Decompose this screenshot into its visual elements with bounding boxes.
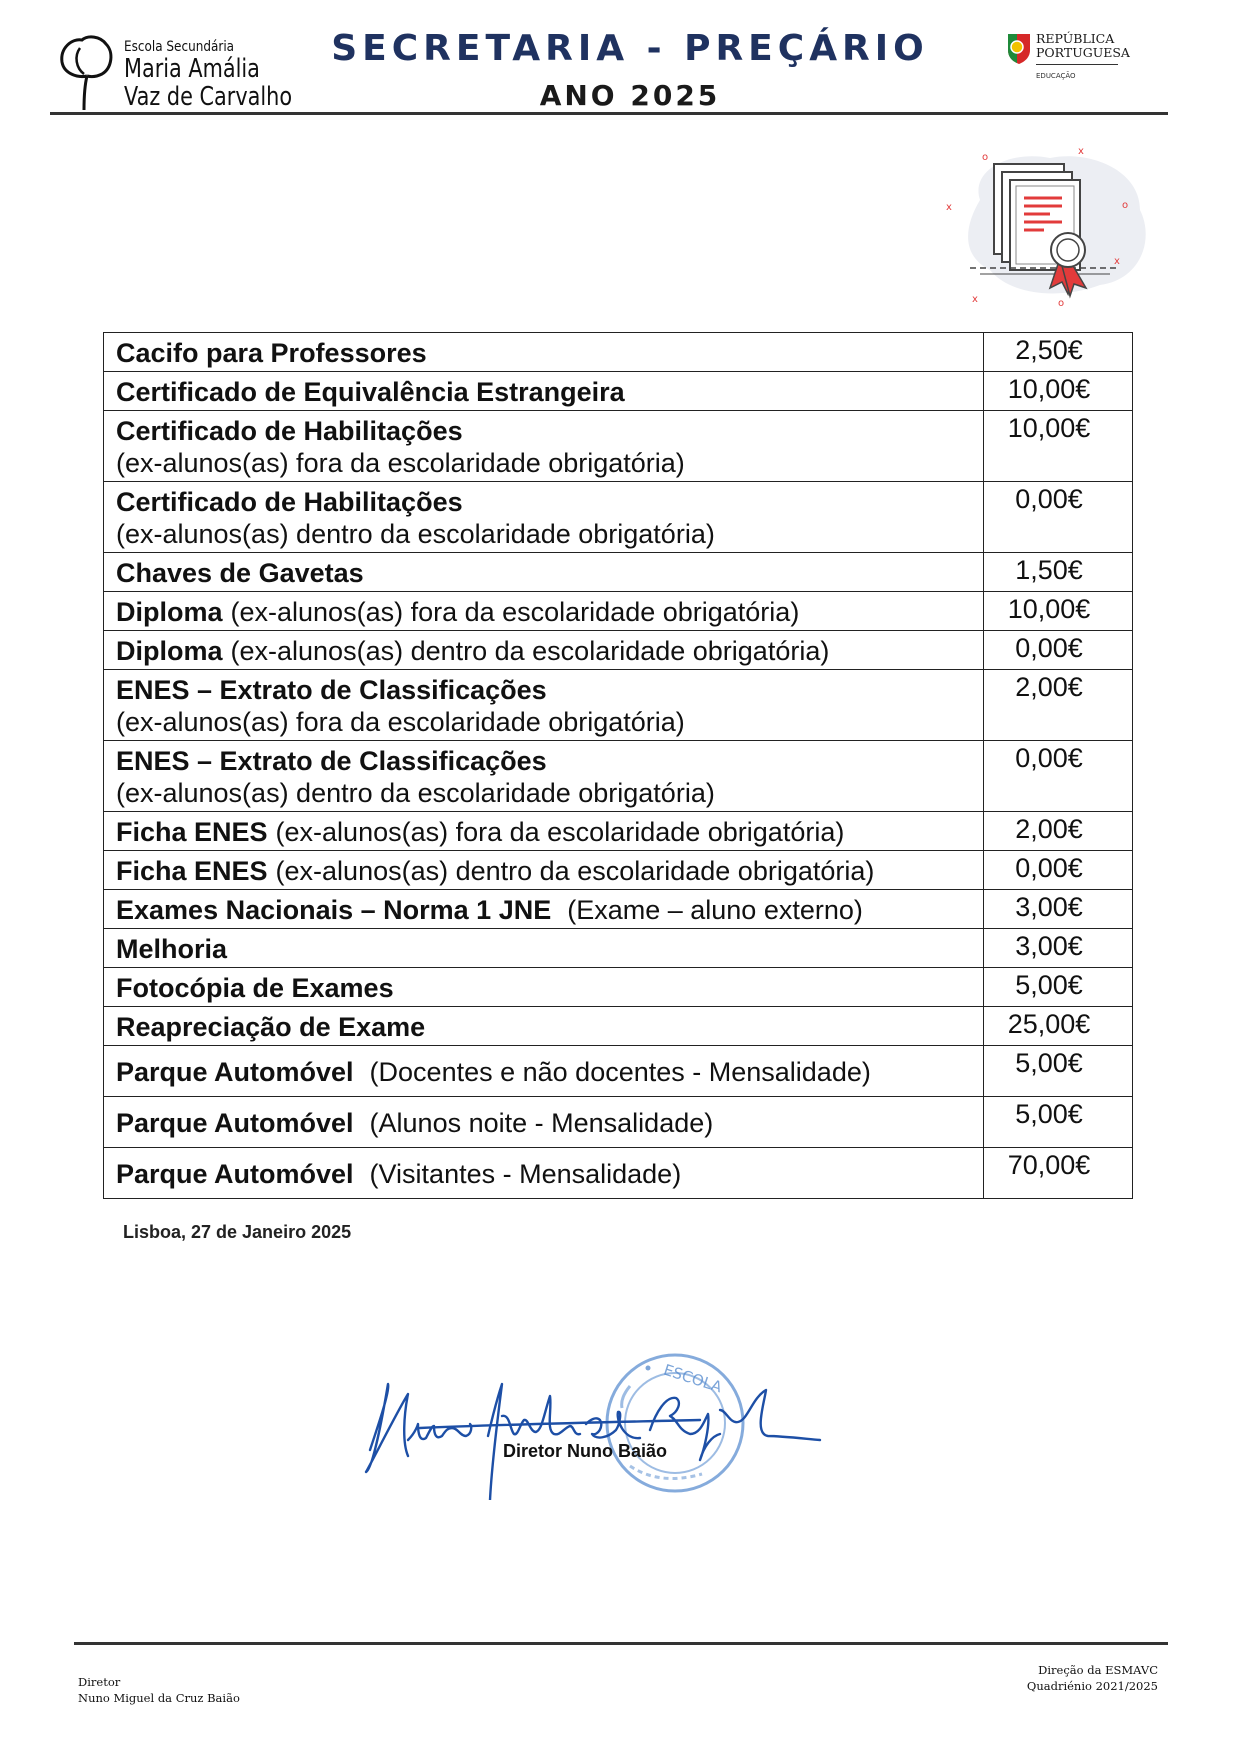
item-name: Certificado de Equivalência Estrangeira xyxy=(116,377,625,407)
item-description xyxy=(104,812,984,851)
item-price: 10,00€ xyxy=(984,592,1133,631)
item-price: 2,00€ xyxy=(984,812,1133,851)
svg-text:o: o xyxy=(1122,200,1129,211)
table-row xyxy=(104,670,1133,741)
item-detail: (ex-alunos(as) fora da escolaridade obrigatória) xyxy=(116,448,685,478)
table-row xyxy=(104,372,1133,411)
item-description xyxy=(104,372,984,411)
item-price: 1,50€ xyxy=(984,553,1133,592)
page-subtitle: ANO 2025 xyxy=(539,79,721,112)
item-price: 2,00€ xyxy=(984,670,1133,741)
item-name: Chaves de Gavetas xyxy=(116,558,364,588)
item-description xyxy=(104,929,984,968)
table-row xyxy=(104,411,1133,482)
item-price: 5,00€ xyxy=(984,1097,1133,1148)
svg-text:x: x xyxy=(972,294,978,305)
item-name: Melhoria xyxy=(116,934,228,964)
page-title: SECRETARIA - PREÇÁRIO xyxy=(331,28,929,69)
item-name: Parque Automóvel xyxy=(116,1057,354,1087)
table-row xyxy=(104,1046,1133,1097)
item-description xyxy=(104,890,984,929)
stamp-text: ESCOLA xyxy=(661,1360,725,1397)
header-divider xyxy=(50,112,1168,115)
item-name: Parque Automóvel xyxy=(116,1159,354,1189)
certificate-illustration-icon xyxy=(940,140,1160,310)
item-name: Exames Nacionais – Norma 1 JNE xyxy=(116,895,552,925)
item-detail: (ex-alunos(as) fora da escolaridade obrigatória) xyxy=(116,707,685,737)
item-name: Fotocópia de Exames xyxy=(116,973,394,1003)
table-row xyxy=(104,968,1133,1007)
item-name: Ficha ENES xyxy=(116,856,268,886)
item-name: Diploma xyxy=(116,636,223,666)
svg-text:o: o xyxy=(982,152,989,163)
item-detail: (Visitantes - Mensalidade) xyxy=(369,1159,682,1189)
table-row xyxy=(104,1148,1133,1199)
table-row xyxy=(104,631,1133,670)
table-row xyxy=(104,929,1133,968)
table-row xyxy=(104,1097,1133,1148)
item-name: Diploma xyxy=(116,597,223,627)
item-detail: (ex-alunos(as) dentro da escolaridade obrigatória) xyxy=(116,778,715,808)
table-row xyxy=(104,812,1133,851)
table-row xyxy=(104,1007,1133,1046)
item-description xyxy=(104,851,984,890)
item-description xyxy=(104,553,984,592)
date-line: Lisboa, 27 de Janeiro 2025 xyxy=(123,1222,352,1242)
document-title xyxy=(320,28,940,112)
footer-right xyxy=(1027,1662,1158,1694)
item-detail: (ex-alunos(as) dentro da escolaridade obrigatória) xyxy=(275,856,875,886)
school-name xyxy=(124,40,334,110)
item-description xyxy=(104,1007,984,1046)
item-description xyxy=(104,1148,984,1199)
svg-text:x: x xyxy=(1114,256,1120,267)
republic-line2: PORTUGUESA xyxy=(1036,45,1130,60)
item-description xyxy=(104,592,984,631)
item-detail: (ex-alunos(as) dentro da escolaridade obrigatória) xyxy=(116,519,715,549)
item-price: 2,50€ xyxy=(984,333,1133,372)
item-description xyxy=(104,482,984,553)
item-description xyxy=(104,411,984,482)
table-row xyxy=(104,890,1133,929)
price-table xyxy=(103,332,1133,1199)
item-description xyxy=(104,1097,984,1148)
item-description xyxy=(104,968,984,1007)
table-row xyxy=(104,333,1133,372)
item-name: Parque Automóvel xyxy=(116,1108,354,1138)
republic-sub: EDUCAÇÃO xyxy=(1036,72,1076,80)
item-price: 70,00€ xyxy=(984,1148,1133,1199)
table-row xyxy=(104,592,1133,631)
item-detail: (ex-alunos(as) dentro da escolaridade obrigatória) xyxy=(230,636,830,666)
signer-name: Diretor Nuno Baião xyxy=(503,1441,668,1461)
footer-divider xyxy=(74,1642,1168,1645)
item-name: Cacifo para Professores xyxy=(116,338,427,368)
table-row xyxy=(104,482,1133,553)
republic-line1: REPÚBLICA xyxy=(1036,31,1115,46)
item-name: Certificado de Habilitações xyxy=(116,487,463,517)
item-price: 3,00€ xyxy=(984,890,1133,929)
item-price: 5,00€ xyxy=(984,968,1133,1007)
item-name: Ficha ENES xyxy=(116,817,268,847)
item-price: 25,00€ xyxy=(984,1007,1133,1046)
item-price: 3,00€ xyxy=(984,929,1133,968)
svg-text:x: x xyxy=(1078,146,1084,157)
footer-right-line2: Quadriénio 2021/2025 xyxy=(1026,1679,1158,1693)
item-detail: (ex-alunos(as) fora da escolaridade obrigatória) xyxy=(230,597,800,627)
table-row xyxy=(104,851,1133,890)
svg-text:o: o xyxy=(1058,298,1065,309)
footer-left-role: Diretor xyxy=(78,1675,121,1689)
table-row xyxy=(104,741,1133,812)
portugal-flag-shield-icon xyxy=(1006,30,1032,66)
item-description xyxy=(104,670,984,741)
item-name: ENES – Extrato de Classificações xyxy=(116,675,547,705)
republic-divider xyxy=(1036,64,1118,65)
item-description xyxy=(104,1046,984,1097)
item-price: 5,00€ xyxy=(984,1046,1133,1097)
footer-left xyxy=(78,1674,240,1706)
footer-left-name: Nuno Miguel da Cruz Baião xyxy=(78,1691,240,1705)
item-detail: (Exame – aluno externo) xyxy=(567,895,863,925)
school-tree-logo-icon xyxy=(54,34,116,114)
footer-right-line1: Direção da ESMAVC xyxy=(1038,1663,1158,1677)
item-description xyxy=(104,631,984,670)
item-description xyxy=(104,741,984,812)
item-name: Certificado de Habilitações xyxy=(116,416,463,446)
item-detail: (Alunos noite - Mensalidade) xyxy=(369,1108,714,1138)
school-name-small: Escola Secundária xyxy=(124,39,235,55)
republic-name xyxy=(1036,32,1130,60)
item-price: 10,00€ xyxy=(984,411,1133,482)
item-price: 0,00€ xyxy=(984,482,1133,553)
table-row xyxy=(104,553,1133,592)
item-name: ENES – Extrato de Classificações xyxy=(116,746,547,776)
item-detail: (ex-alunos(as) fora da escolaridade obrigatória) xyxy=(275,817,845,847)
school-name-line2: Vaz de Carvalho xyxy=(124,82,293,112)
item-price: 10,00€ xyxy=(984,372,1133,411)
item-name: Reapreciação de Exame xyxy=(116,1012,426,1042)
director-signature-icon xyxy=(360,1350,860,1500)
svg-text:x: x xyxy=(946,202,952,213)
item-price: 0,00€ xyxy=(984,851,1133,890)
item-price: 0,00€ xyxy=(984,631,1133,670)
item-detail: (Docentes e não docentes - Mensalidade) xyxy=(369,1057,871,1087)
item-price: 0,00€ xyxy=(984,741,1133,812)
item-description xyxy=(104,333,984,372)
school-name-line1: Maria Amália xyxy=(124,54,260,84)
